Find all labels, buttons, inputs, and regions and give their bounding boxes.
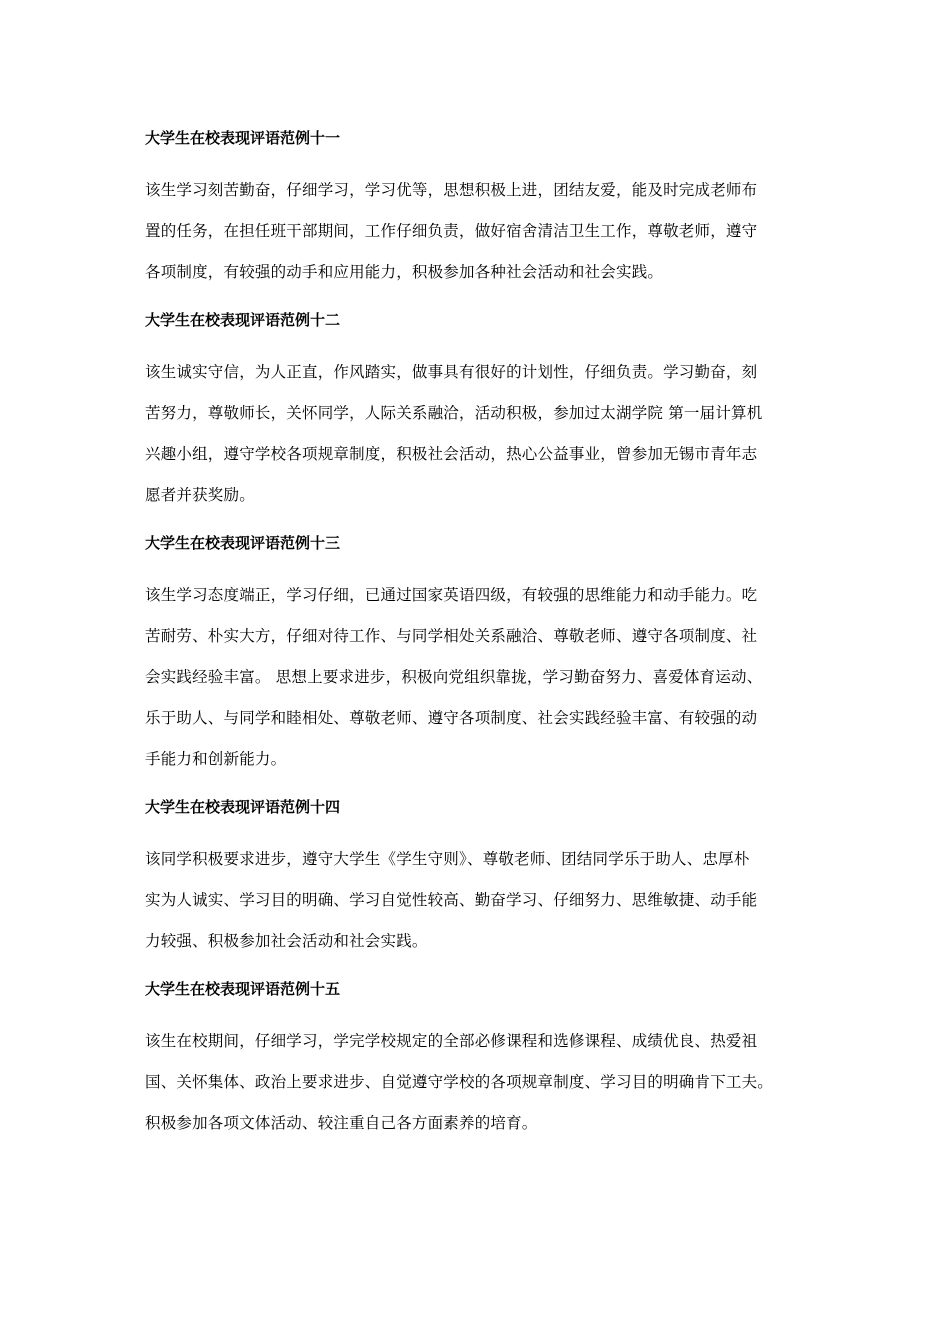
body-line: 手能力和创新能力。: [145, 750, 287, 768]
body-line: 积极参加各项文体活动、较注重自己各方面素养的培育。: [145, 1114, 538, 1132]
body-line: 置的任务，在担任班干部期间，工作仔细负责，做好宿舍清洁卫生工作，尊敬老师，遵守: [145, 222, 758, 240]
section-title: 大学生在校表现评语范例十五: [145, 980, 341, 998]
body-line: 苦耐劳、朴实大方，仔细对待工作、与同学相处关系融洽、尊敬老师、遵守各项制度、社: [145, 627, 758, 645]
document-content: [145, 121, 810, 1154]
section-body: [145, 170, 810, 293]
body-line: 兴趣小组，遵守学校各项规章制度，积极社会活动，热心公益事业，曾参加无锡市青年志: [145, 445, 758, 463]
section-title: 大学生在校表现评语范例十二: [145, 311, 341, 329]
section-13: [145, 526, 810, 780]
section-11: [145, 121, 810, 293]
section-title: 大学生在校表现评语范例十一: [145, 129, 341, 147]
body-line: 愿者并获奖励。: [145, 486, 255, 504]
section-12: [145, 303, 810, 516]
body-line: 苦努力，尊敬师长，关怀同学，人际关系融洽，活动积极，参加过太湖学院 第一届计算机: [145, 404, 763, 422]
body-line: 该生在校期间，仔细学习，学完学校规定的全部必修课程和选修课程、成绩优良、热爱祖: [145, 1032, 758, 1050]
section-body: [145, 575, 810, 780]
body-line: 力较强、积极参加社会活动和社会实践。: [145, 932, 428, 950]
body-line: 该生诚实守信，为人正直，作风踏实，做事具有很好的计划性，仔细负责。学习勤奋，刻: [145, 363, 758, 381]
body-line: 该同学积极要求进步，遵守大学生《学生守则》、尊敬老师、团结同学乐于助人、忠厚朴: [145, 850, 750, 868]
body-line: 乐于助人、与同学和睦相处、尊敬老师、遵守各项制度、社会实践经验丰富、有较强的动: [145, 709, 758, 727]
section-body: [145, 1021, 810, 1144]
section-body: [145, 352, 810, 516]
body-line: 实为人诚实、学习目的明确、学习自觉性较高、勤奋学习、仔细努力、思维敏捷、动手能: [145, 891, 758, 909]
section-15: [145, 972, 810, 1144]
section-14: [145, 790, 810, 962]
body-line: 该生学习态度端正，学习仔细，已通过国家英语四级，有较强的思维能力和动手能力。吃: [145, 586, 758, 604]
section-body: [145, 839, 810, 962]
body-line: 各项制度，有较强的动手和应用能力，积极参加各种社会活动和社会实践。: [145, 263, 664, 281]
section-title: 大学生在校表现评语范例十四: [145, 798, 341, 816]
body-line: 会实践经验丰富。 思想上要求进步，积极向党组织靠拢，学习勤奋努力、喜爱体育运动、: [145, 668, 763, 686]
body-line: 国、关怀集体、政治上要求进步、自觉遵守学校的各项规章制度、学习目的明确肯下工夫。: [145, 1073, 774, 1091]
body-line: 该生学习刻苦勤奋，仔细学习，学习优等，思想积极上进，团结友爱，能及时完成老师布: [145, 181, 758, 199]
section-title: 大学生在校表现评语范例十三: [145, 534, 341, 552]
